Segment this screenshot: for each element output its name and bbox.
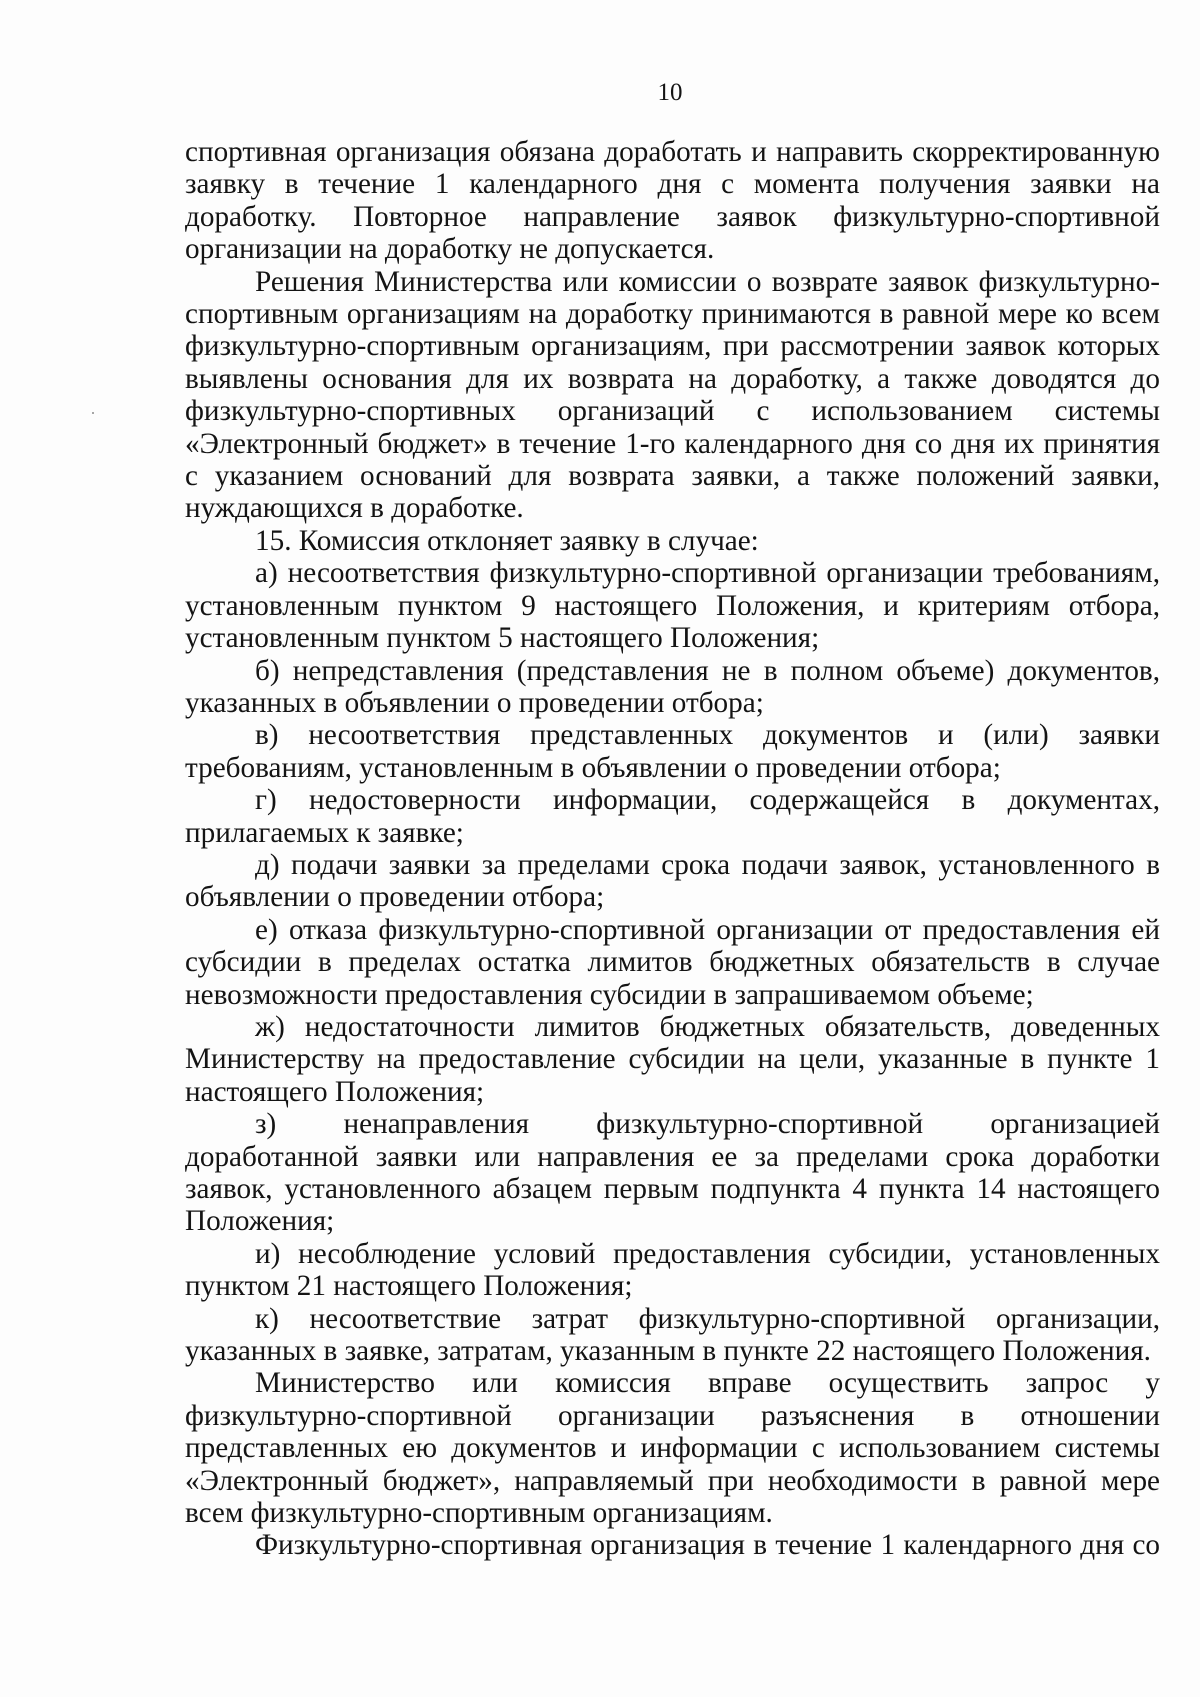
list-item-z: з) ненаправления физкультурно-спортивной организацией доработанной заявки или направления ее за пределами срока доработки заявок, установленного абзацем первым подпункта 4 пункта 14 настоящего Положения; (185, 1108, 1160, 1238)
paragraph-continuation: спортивная организация обязана доработать и направить скорректированную заявку в течение 1 календарного дня с момента получения заявки на доработку. Повторное направление заявок физкультурно-спортивной организации на доработку не допускается. (185, 136, 1160, 266)
list-item-e: е) отказа физкультурно-спортивной организации от предоставления ей субсидии в пределах остатка лимитов бюджетных обязательств в случае невозможности предоставления субсидии в запрашиваемом объеме; (185, 913, 1160, 1011)
paragraph-clarification-request: Министерство или комиссия вправе осуществить запрос у физкультурно-спортивной организации разъяснения в отношении представленных ею документов и информации с использованием системы «Электронный бюджет», направляемый при необходимости в равной мере всем физкультурно-спортивным организациям. (185, 1367, 1160, 1530)
list-item-g: г) недостоверности информации, содержащейся в документах, прилагаемых к заявке; (185, 784, 1160, 849)
list-item-i: и) несоблюдение условий предоставления субсидии, установленных пунктом 21 настоящего Положения; (185, 1237, 1160, 1303)
list-item-d: д) подачи заявки за пределами срока подачи заявок, установленного в объявлении о проведении отбора; (185, 848, 1160, 914)
paragraph-continued-next-page: Физкультурно-спортивная организация в течение 1 календарного дня со (255, 1529, 1160, 1562)
list-item-v: в) несоответствия представленных документов и (или) заявки требованиям, установленным в объявлении о проведении отбора; (185, 719, 1160, 784)
clause-15-heading: 15. Комиссия отклоняет заявку в случае: (255, 524, 759, 557)
list-item-b: б) непредставления (представления не в полном объеме) документов, указанных в объявлении о проведении отбора; (185, 654, 1160, 719)
list-item-k: к) несоответствие затрат физкультурно-спортивной организации, указанных в заявке, затратам, указанным в пункте 22 настоящего Положения. (185, 1302, 1160, 1368)
list-item-zh: ж) недостаточности лимитов бюджетных обязательств, доведенных Министерству на предоставление субсидии на цели, указанные в пункте 1 настоящего Положения; (185, 1010, 1160, 1108)
scan-speck (92, 412, 94, 414)
page-number: 10 (657, 79, 683, 106)
document-body (185, 136, 1160, 1562)
paragraph-return-decisions: Решения Министерства или комиссии о возврате заявок физкультурно-спортивным организациям на доработку принимаются в равной мере ко всем физкультурно-спортивным организациям, при рассмотрении заявок которых выявлены основания для их возврата на доработку, а также доводятся до физкультурно-спортивных организаций с использованием системы «Электронный бюджет» в течение 1-го календарного дня со дня их принятия с указанием оснований для возврата заявки, а также положений заявки, нуждающихся в доработке. (185, 265, 1160, 525)
list-item-a: а) несоответствия физкультурно-спортивной организации требованиям, установленным пунктом 9 настоящего Положения, и критериям отбора, установленным пунктом 5 настоящего Положения; (185, 557, 1160, 655)
